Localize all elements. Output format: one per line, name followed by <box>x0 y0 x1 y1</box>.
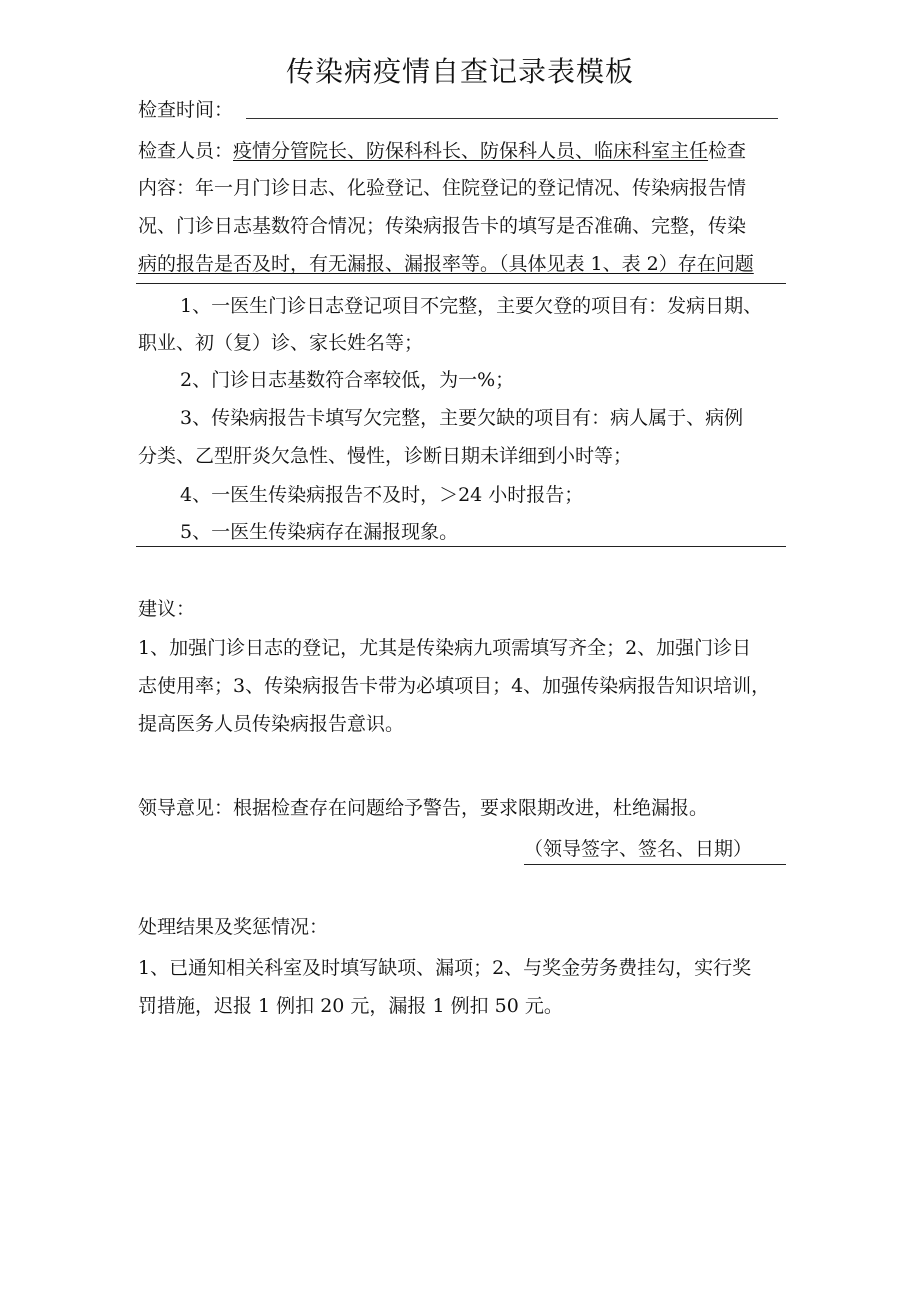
problem-line-3: 2、门诊日志基数符合率较低，为一%； <box>180 369 515 391</box>
check-time-blank <box>246 118 778 119</box>
check-time-label: 检查时间： <box>138 99 234 121</box>
problem-line-6: 4、一医生传染病报告不及时，＞24 小时报告； <box>180 484 584 506</box>
content-line-1: 内容：年一月门诊日志、化验登记、住院登记的登记情况、传染病报告情 <box>138 177 747 199</box>
section-divider-bottom <box>136 546 786 547</box>
problem-line-7: 5、一医生传染病存在漏报现象。 <box>180 521 459 543</box>
document-title: 传染病疫情自查记录表模板 <box>285 55 634 88</box>
content-line-2: 况、门诊日志基数符合情况；传染病报告卡的填写是否准确、完整，传染 <box>138 215 747 237</box>
result-line-2: 罚措施，迟报 1 例扣 20 元，漏报 1 例扣 50 元。 <box>138 995 563 1017</box>
check-staff-label: 检查人员： <box>138 140 234 162</box>
check-content-start: 检查 <box>708 140 747 162</box>
leader-signature: （领导签字、签名、日期） <box>524 836 786 865</box>
result-label: 处理结果及奖惩情况： <box>138 916 329 938</box>
problem-line-4: 3、传染病报告卡填写欠完整，主要欠缺的项目有：病人属于、病例 <box>180 407 744 429</box>
leader-opinion: 领导意见：根据检查存在问题给予警告，要求限期改进，杜绝漏报。 <box>138 797 709 819</box>
suggestion-line-3: 提高医务人员传染病报告意识。 <box>138 713 405 735</box>
suggestion-line-1: 1、加强门诊日志的登记，尤其是传染病九项需填写齐全；2、加强门诊日 <box>138 637 752 659</box>
check-staff-line <box>138 138 746 164</box>
problem-line-1: 1、一医生门诊日志登记项目不完整，主要欠登的项目有：发病日期、 <box>180 295 763 317</box>
section-divider-top <box>136 283 786 284</box>
problem-line-5: 分类、乙型肝炎欠急性、慢性，诊断日期未详细到小时等； <box>138 445 633 467</box>
content-line-3: 病的报告是否及时，有无漏报、漏报率等。（具体见表 1、表 2）存在问题 <box>138 253 754 275</box>
problem-line-2: 职业、初（复）诊、家长姓名等； <box>138 332 424 354</box>
check-staff-value: 疫情分管院长、防保科科长、防保科人员、临床科室主任 <box>233 140 709 162</box>
suggestion-line-2: 志使用率；3、传染病报告卡带为必填项目；4、加强传染病报告知识培训， <box>138 675 771 697</box>
suggestion-label: 建议： <box>138 598 196 620</box>
result-line-1: 1、已通知相关科室及时填写缺项、漏项；2、与奖金劳务费挂勾，实行奖 <box>138 957 752 979</box>
